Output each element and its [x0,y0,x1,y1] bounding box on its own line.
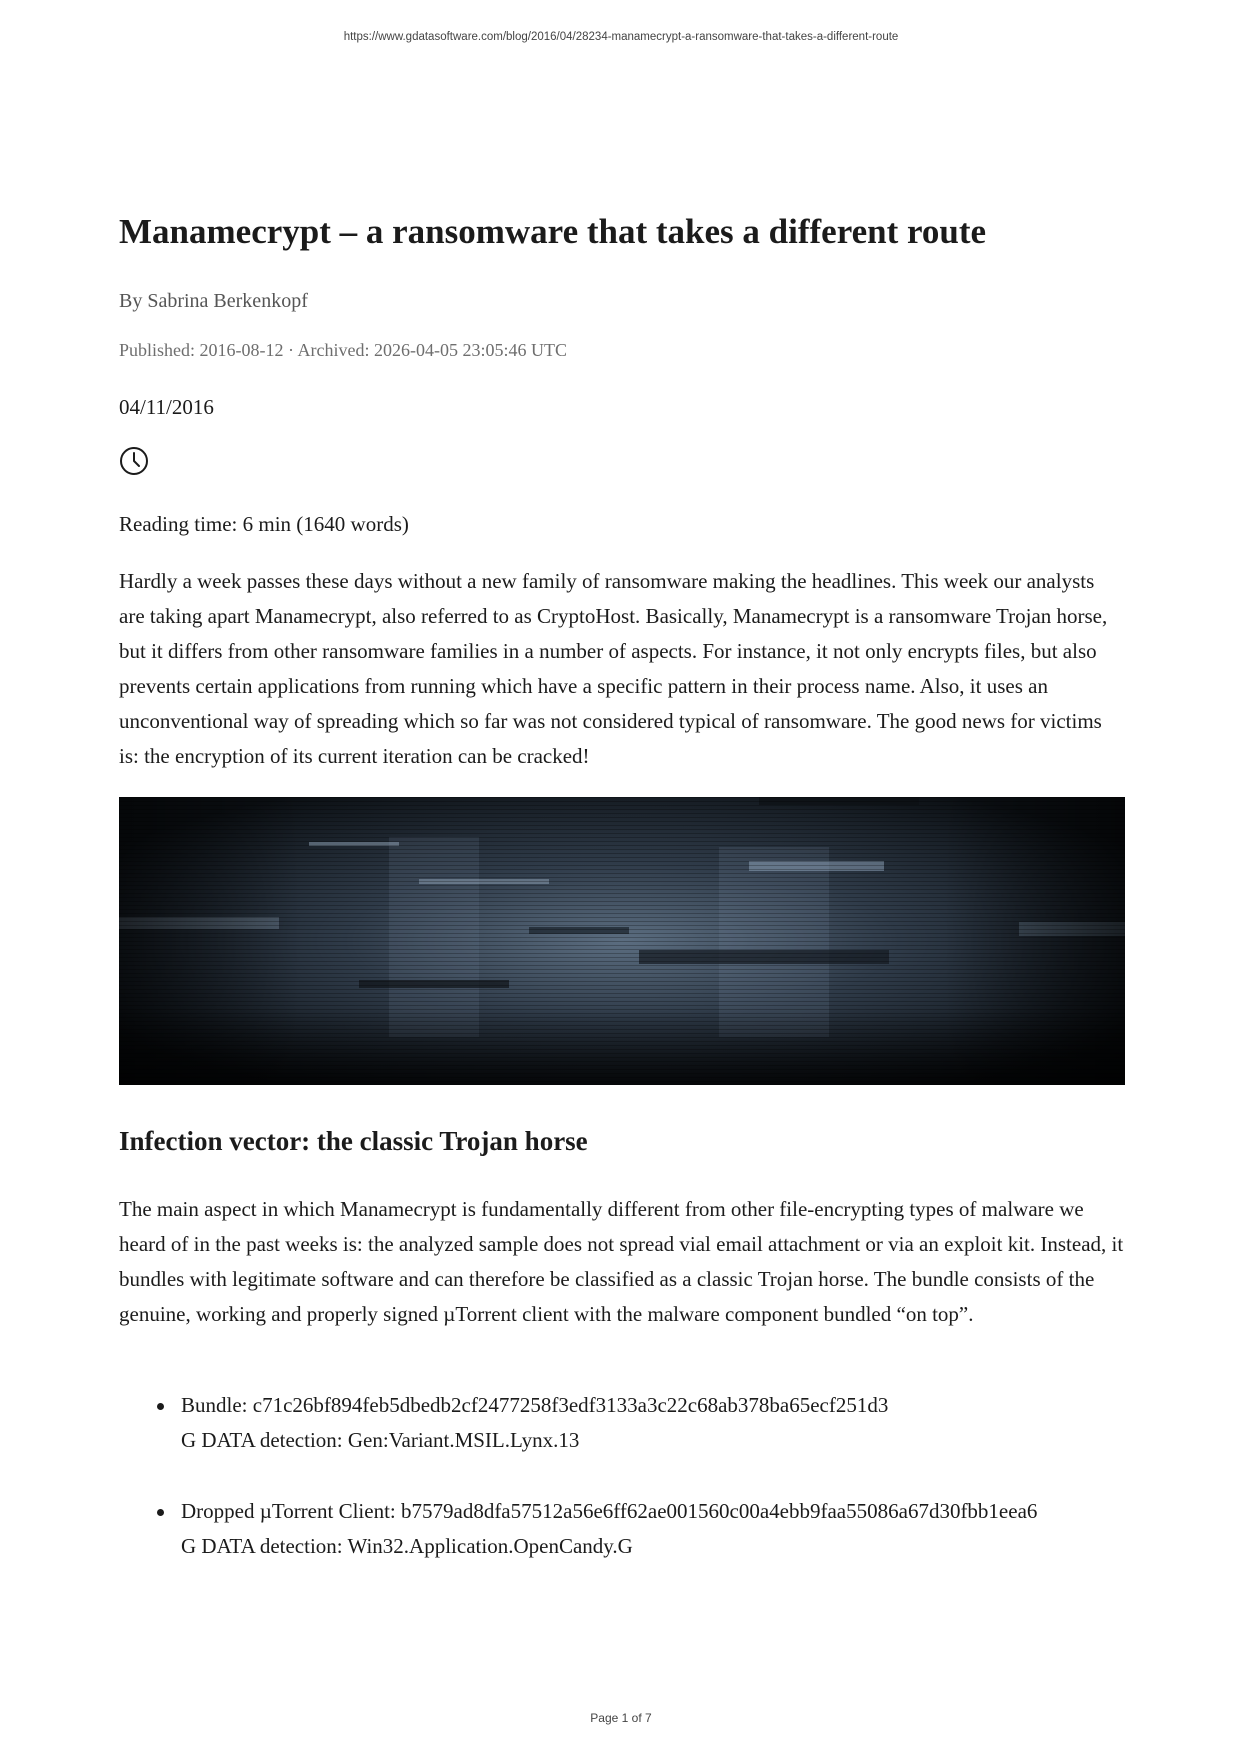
sample-hash: Bundle: c71c26bf894feb5dbedb2cf2477258f3edf3133a3c22c68ab378ba65ecf251d3 [181,1393,889,1417]
bullet-icon [157,1509,164,1516]
sample-detection: G DATA detection: Gen:Variant.MSIL.Lynx.13 [181,1428,580,1452]
section-heading: Infection vector: the classic Trojan horse [119,1126,588,1156]
sample-detection: G DATA detection: Win32.Application.OpenCandy.G [181,1534,633,1558]
author-byline: By Sabrina Berkenkopf [119,290,308,312]
section-paragraph: The main aspect in which Manamecrypt is fundamentally different from other file-encrypting types of malware we heard of in the past weeks is: the analyzed sample does not spread vial email attachment or via an exploit kit. Instead, it bundles with legitimate software and can therefore be classified as a classic Trojan horse. The bundle consists of the genuine, working and properly signed µTorrent client with the malware component bundled “on top”. [119,1197,1124,1326]
bullet-icon [157,1403,164,1410]
hero-image [119,797,1125,1085]
clock-icon [119,446,149,476]
page-number: Page 1 of 7 [590,1711,652,1725]
source-url: https://www.gdatasoftware.com/blog/2016/04/28234-manamecrypt-a-ransomware-that-takes-a-different-route [343,31,899,43]
intro-paragraph: Hardly a week passes these days without a new family of ransomware making the headlines. This week our analysts are taking apart Manamecrypt, also referred to as CryptoHost. Basically, Manamecrypt is a ransomware Trojan horse, but it differs from other ransomware families in a number of aspects. For instance, it not only encrypts files, but also prevents certain applications from running which have a specific pattern in their process name. Also, it uses an unconventional way of spreading which so far was not considered typical of ransomware. The good news for victims is: the encryption of its current iteration can be cracked! [119,569,1108,768]
list-item [119,1388,1125,1458]
sample-list [119,1388,1125,1600]
reading-time: Reading time: 6 min (1640 words) [119,512,409,536]
sample-hash: Dropped µTorrent Client: b7579ad8dfa57512a56e6ff62ae001560c00a4ebb9faa55086a67d30fbb1eea6 [181,1499,1038,1523]
list-item [119,1494,1125,1564]
publish-info: Published: 2016-08-12 · Archived: 2026-04-05 23:05:46 UTC [119,340,567,360]
article-title: Manamecrypt – a ransomware that takes a different route [119,212,987,251]
article-date: 04/11/2016 [119,395,214,419]
